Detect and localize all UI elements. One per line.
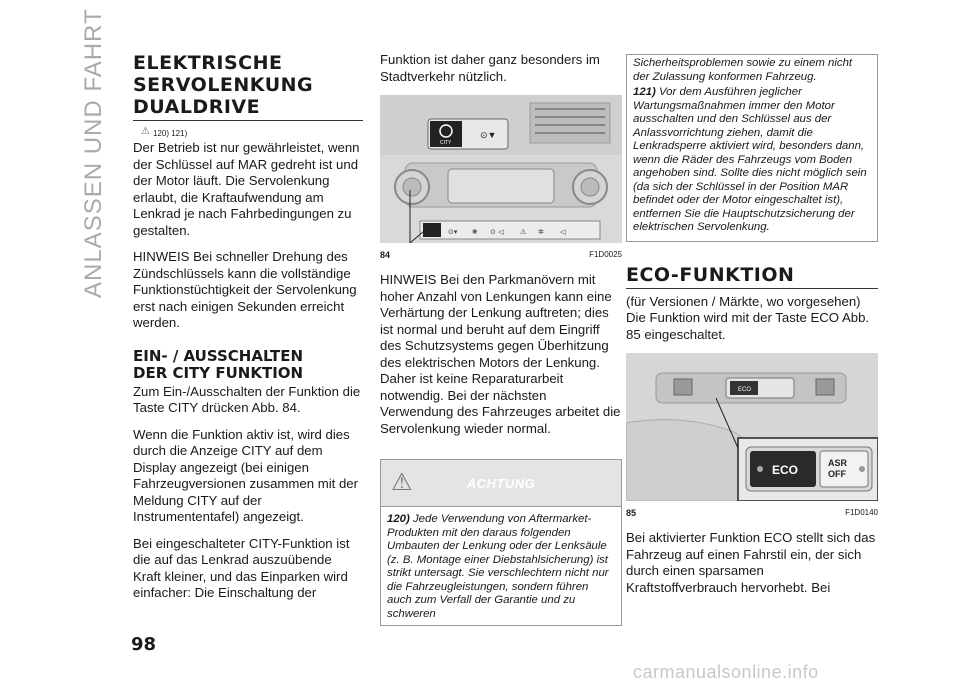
subtitle-line-1: EIN- / AUSSCHALTEN bbox=[133, 346, 304, 365]
paragraph: Wenn die Funktion aktiv ist, wird dies durch die Anzeige CITY auf dem Display angezeigt (bei einigen Fahrzeugversionen zusammen mit der Meldung CITY auf der Instrumententafel) angezeigt. bbox=[133, 426, 359, 524]
title-line-3: DUALDRIVE bbox=[133, 96, 261, 118]
paragraph: HINWEIS Bei den Parkmanövern mit hoher Anzahl von Lenkungen kann eine Verhärtung der Lenkung auftreten; dies ist normal und beruht auf dem Eingriff des Schutzsystems gegen Überhitzung des elektrischen Motors der Lenkung. Daher ist keine Reparaturarbeit notwendig. Bei der nächsten Verwendung des Fahrzeuges arbeitet die Servolenkung wieder normal. bbox=[380, 272, 621, 436]
warning-text: Jede Verwendung von Aftermarket-Produkten mit den daraus folgenden Umbauten der Lenkung oder der Lenksäule (z. B. Montage einer Diebstahlsicherung) ist strikt untersagt. Sie verschlechtern nicht nur die Fahrzeugleistungen, sondern führen auch zum Verfall der Garantie und zu schweren bbox=[387, 513, 609, 620]
warning-title: ACHTUNG bbox=[466, 475, 536, 491]
paragraph: Zum Ein-/Ausschalten der Funktion die Taste CITY drücken Abb. 84. bbox=[133, 383, 361, 415]
figure-code: F1D0025 bbox=[589, 250, 622, 259]
warning-number: 121) bbox=[633, 86, 656, 98]
subsection-title bbox=[133, 348, 363, 382]
title-line-1: ELEKTRISCHE bbox=[133, 52, 283, 74]
column-2 bbox=[380, 52, 622, 626]
warning-continuation-text: Sicherheitsproblemen sowie zu einem nicht der Zulassung konformen Fahrzeug. bbox=[633, 57, 853, 83]
refs-text: 120) 121) bbox=[153, 129, 188, 138]
chapter-side-tab bbox=[74, 8, 107, 298]
paragraph: HINWEIS Bei schneller Drehung des Zündschlüssels kann die vollständige Funktionstüchtigkeit der Servolenkung erst nach einigen Sekunden erreicht werden. bbox=[133, 249, 357, 330]
footer-watermark: carmanualsonline.info bbox=[633, 662, 819, 682]
warning-triangle-icon: ⚠ bbox=[391, 469, 413, 496]
column-3 bbox=[626, 56, 878, 606]
figure-number: 84 bbox=[380, 250, 391, 260]
title-line-2: SERVOLENKUNG bbox=[133, 74, 314, 96]
svg-text:◁: ◁ bbox=[560, 228, 566, 236]
warning-number: 120) bbox=[387, 513, 410, 525]
svg-text:⊙ ◁: ⊙ ◁ bbox=[490, 228, 504, 236]
paragraph: Bei aktivierter Funktion ECO stellt sich das Fahrzeug auf einen Fahrstil ein, der sich durch einen sparsamen Kraftstoffverbrauch hervorhebt. Bei bbox=[626, 530, 876, 595]
paragraph: Die Funktion wird mit der Taste ECO Abb. 85 eingeschaltet. bbox=[626, 310, 870, 342]
svg-text:✲: ✲ bbox=[538, 228, 544, 236]
asr-label-2: OFF bbox=[828, 469, 846, 479]
warning-text: Vor dem Ausführen jeglicher Wartungsmaßnahmen immer den Motor ausschalten und den Schlüssel aus der Anlassvorrichtung ziehen, damit die Lenkradsperre aktiviert wird, besonders dann, wenn die Räder des Fahrzeugs vom Boden angehoben sind. Sollte dies nicht möglich sein (da sich der Schlüssel in der Position MAR befindet oder der Motor eingeschaltet ist), entfernen Sie die Hauptschutzsicherung der elektrischen Servolenkung. bbox=[633, 86, 867, 233]
svg-text:⊙▼: ⊙▼ bbox=[480, 130, 497, 140]
warning-refs bbox=[141, 126, 363, 138]
figure-85 bbox=[626, 353, 878, 518]
figure-code: F1D0140 bbox=[845, 508, 878, 517]
page-number: 98 bbox=[131, 634, 157, 655]
chapter-title: ANLASSEN UND FAHRT bbox=[80, 8, 107, 298]
paragraph: Funktion ist daher ganz besonders im Stadtverkehr nützlich. bbox=[380, 52, 600, 84]
warning-body bbox=[381, 506, 621, 625]
paragraph: Bei eingeschalteter CITY-Funktion ist die auf das Lenkrad auszuübende Kraft kleiner, und das Einparken wird einfacher: Die Einschaltung der bbox=[133, 535, 350, 600]
eco-button-label: ECO bbox=[772, 463, 799, 477]
title-rule bbox=[626, 288, 878, 289]
title-rule bbox=[133, 120, 363, 121]
warning-header bbox=[381, 460, 621, 506]
subtitle-line-2: DER CITY FUNKTION bbox=[133, 363, 304, 382]
figure-caption bbox=[626, 508, 878, 518]
column-1 bbox=[133, 52, 363, 612]
svg-text:⊙▾: ⊙▾ bbox=[448, 228, 458, 236]
asr-label-1: ASR bbox=[828, 458, 848, 468]
figure-84 bbox=[380, 95, 622, 260]
paragraph: Der Betrieb ist nur gewährleistet, wenn der Schlüssel auf MAR gedreht ist und der Motor läuft. Die Servolenkung erlaubt, die Kraftaufwendung am Lenkrad je nach Fahrbedingungen zu gestalten. bbox=[133, 140, 360, 238]
dashboard-city-figure bbox=[380, 95, 622, 243]
svg-text:ECO: ECO bbox=[738, 387, 752, 393]
dashboard-eco-figure bbox=[626, 353, 878, 501]
warning-box bbox=[380, 459, 622, 626]
eco-section-title: ECO-FUNKTION bbox=[626, 263, 795, 286]
paragraph: (für Versionen / Märkte, wo vorgesehen) bbox=[626, 293, 861, 309]
figure-number: 85 bbox=[626, 508, 637, 518]
svg-text:❅: ❅ bbox=[472, 228, 478, 236]
city-button-label: CITY bbox=[440, 140, 452, 146]
section-title bbox=[133, 52, 363, 118]
figure-caption bbox=[380, 250, 622, 260]
svg-text:⚠: ⚠ bbox=[520, 228, 527, 236]
warning-continuation-box bbox=[626, 54, 878, 242]
warning-triangle-icon: ⚠ bbox=[141, 126, 150, 137]
